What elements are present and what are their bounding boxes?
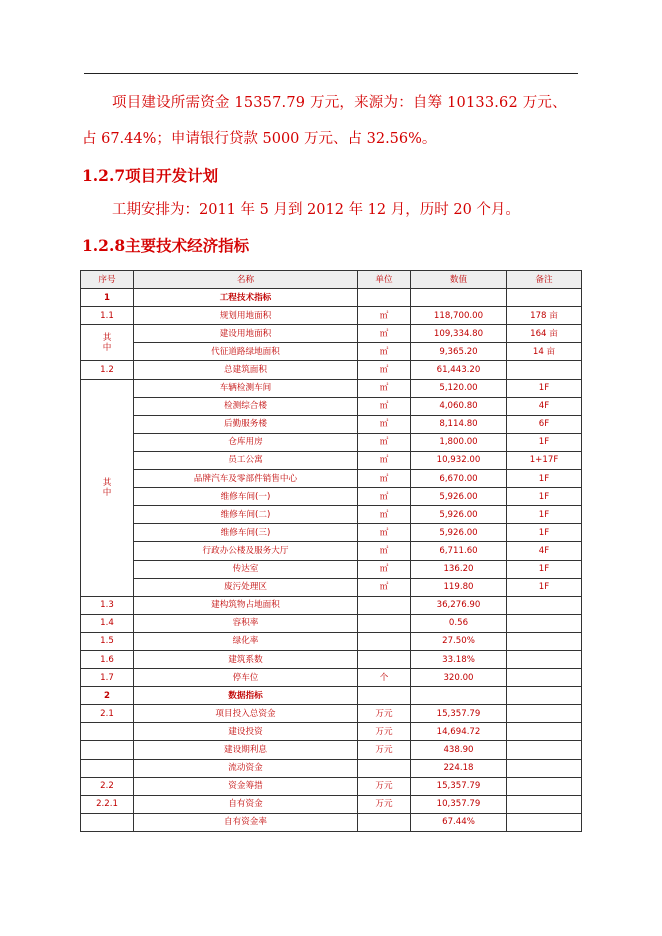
row-name: 自有资金率 — [134, 813, 358, 831]
row-note — [507, 813, 582, 831]
row-unit — [358, 289, 411, 307]
row-name: 建构筑物占地面积 — [134, 596, 358, 614]
row-name: 建筑系数 — [134, 650, 358, 668]
row-name: 仓库用房 — [134, 433, 358, 451]
row-name: 自有资金 — [134, 795, 358, 813]
row-note: 1F — [507, 379, 582, 397]
row-note: 1F — [507, 560, 582, 578]
row-no — [81, 741, 134, 759]
row-unit: ㎡ — [358, 415, 411, 433]
row-no: 1.3 — [81, 596, 134, 614]
row-value: 109,334.80 — [411, 325, 507, 343]
row-unit: 万元 — [358, 741, 411, 759]
group-label-cell: 其 中 — [81, 325, 134, 361]
table-row — [81, 777, 582, 795]
table-header-row — [81, 271, 582, 289]
row-value: 0.56 — [411, 614, 507, 632]
row-no: 1 — [81, 289, 134, 307]
funding-paragraph-line-1: 项目建设所需资金 15357.79 万元，来源为：自筹 10133.62 万元、 — [112, 95, 567, 111]
row-value: 36,276.90 — [411, 596, 507, 614]
column-header-note: 备注 — [507, 271, 582, 289]
row-no: 2.2.1 — [81, 795, 134, 813]
row-value — [411, 687, 507, 705]
table-row — [81, 614, 582, 632]
row-note — [507, 777, 582, 795]
row-name: 绿化率 — [134, 632, 358, 650]
row-name: 总建筑面积 — [134, 361, 358, 379]
row-unit: 万元 — [358, 723, 411, 741]
row-name: 检测综合楼 — [134, 397, 358, 415]
row-no: 1.1 — [81, 307, 134, 325]
row-unit: ㎡ — [358, 560, 411, 578]
row-name: 容积率 — [134, 614, 358, 632]
column-header-unit: 单位 — [358, 271, 411, 289]
row-value: 9,365.20 — [411, 343, 507, 361]
row-note: 178 亩 — [507, 307, 582, 325]
row-name: 资金筹措 — [134, 777, 358, 795]
table-row — [81, 560, 582, 578]
row-note — [507, 669, 582, 687]
row-value: 6,670.00 — [411, 470, 507, 488]
funding-paragraph-line-2: 占 67.44%；申请银行贷款 5000 万元、占 32.56%。 — [82, 131, 437, 147]
row-name: 车辆检测车间 — [134, 379, 358, 397]
schedule-paragraph: 工期安排为：2011 年 5 月到 2012 年 12 月，历时 20 个月。 — [112, 202, 520, 218]
table-row — [81, 524, 582, 542]
row-note: 14 亩 — [507, 343, 582, 361]
section-title: 主要技术经济指标 — [125, 236, 250, 255]
row-value: 320.00 — [411, 669, 507, 687]
row-note: 1F — [507, 578, 582, 596]
row-note — [507, 723, 582, 741]
technical-economic-indicators-table — [80, 270, 582, 832]
row-note: 1F — [507, 470, 582, 488]
row-unit — [358, 596, 411, 614]
row-unit: 万元 — [358, 705, 411, 723]
row-no: 2 — [81, 687, 134, 705]
row-note: 164 亩 — [507, 325, 582, 343]
row-value: 10,357.79 — [411, 795, 507, 813]
row-note: 1F — [507, 433, 582, 451]
table-row — [81, 650, 582, 668]
row-note — [507, 632, 582, 650]
row-value: 438.90 — [411, 741, 507, 759]
table-row — [81, 506, 582, 524]
table-row — [81, 379, 582, 397]
row-note: 4F — [507, 542, 582, 560]
table-row — [81, 470, 582, 488]
row-value: 1,800.00 — [411, 433, 507, 451]
row-value: 5,926.00 — [411, 506, 507, 524]
row-unit: ㎡ — [358, 343, 411, 361]
table-row — [81, 343, 582, 361]
row-note: 4F — [507, 397, 582, 415]
row-unit — [358, 632, 411, 650]
row-no: 1.6 — [81, 650, 134, 668]
row-note: 1F — [507, 506, 582, 524]
header-rule — [84, 73, 578, 74]
row-name: 项目投入总资金 — [134, 705, 358, 723]
row-name: 维修车间(一) — [134, 488, 358, 506]
section-heading-indicators — [82, 236, 249, 256]
row-no: 1.4 — [81, 614, 134, 632]
table-row — [81, 325, 582, 343]
row-no: 1.2 — [81, 361, 134, 379]
table-row — [81, 433, 582, 451]
row-unit: 万元 — [358, 777, 411, 795]
table-row — [81, 397, 582, 415]
row-name: 员工公寓 — [134, 451, 358, 469]
row-unit — [358, 614, 411, 632]
row-value: 4,060.80 — [411, 397, 507, 415]
row-name: 行政办公楼及服务大厅 — [134, 542, 358, 560]
table-row — [81, 451, 582, 469]
table-row — [81, 795, 582, 813]
row-value: 33.18% — [411, 650, 507, 668]
table-row — [81, 723, 582, 741]
row-note: 1F — [507, 524, 582, 542]
row-note — [507, 361, 582, 379]
row-name: 品牌汽车及零部件销售中心 — [134, 470, 358, 488]
row-value: 6,711.60 — [411, 542, 507, 560]
row-value: 27.50% — [411, 632, 507, 650]
row-no: 1.7 — [81, 669, 134, 687]
row-note — [507, 614, 582, 632]
row-value: 224.18 — [411, 759, 507, 777]
table-row — [81, 705, 582, 723]
table-row — [81, 289, 582, 307]
row-name: 停车位 — [134, 669, 358, 687]
row-value: 61,443.20 — [411, 361, 507, 379]
row-unit: ㎡ — [358, 361, 411, 379]
row-no — [81, 813, 134, 831]
row-note — [507, 759, 582, 777]
row-note — [507, 596, 582, 614]
row-value: 8,114.80 — [411, 415, 507, 433]
row-value: 5,926.00 — [411, 488, 507, 506]
row-unit: ㎡ — [358, 488, 411, 506]
table-row — [81, 307, 582, 325]
row-unit: ㎡ — [358, 397, 411, 415]
table-row — [81, 741, 582, 759]
row-value: 5,926.00 — [411, 524, 507, 542]
row-name: 建设用地面积 — [134, 325, 358, 343]
row-unit — [358, 813, 411, 831]
row-value: 10,932.00 — [411, 451, 507, 469]
column-header-value: 数值 — [411, 271, 507, 289]
row-name: 流动资金 — [134, 759, 358, 777]
table-row — [81, 415, 582, 433]
row-note — [507, 741, 582, 759]
row-no: 1.5 — [81, 632, 134, 650]
row-no: 2.2 — [81, 777, 134, 795]
section-number: 1.2.8 — [82, 236, 126, 255]
row-no: 2.1 — [81, 705, 134, 723]
row-unit — [358, 687, 411, 705]
row-value: 15,357.79 — [411, 705, 507, 723]
row-value: 119.80 — [411, 578, 507, 596]
table-row — [81, 813, 582, 831]
row-value: 118,700.00 — [411, 307, 507, 325]
row-name: 规划用地面积 — [134, 307, 358, 325]
row-note — [507, 289, 582, 307]
row-name: 后勤服务楼 — [134, 415, 358, 433]
row-name: 建设投资 — [134, 723, 358, 741]
row-unit: ㎡ — [358, 542, 411, 560]
table-row — [81, 669, 582, 687]
row-value: 5,120.00 — [411, 379, 507, 397]
row-unit: ㎡ — [358, 307, 411, 325]
row-value: 15,357.79 — [411, 777, 507, 795]
table-row — [81, 632, 582, 650]
row-name: 数据指标 — [134, 687, 358, 705]
row-name: 传达室 — [134, 560, 358, 578]
row-value: 14,694.72 — [411, 723, 507, 741]
row-unit: ㎡ — [358, 506, 411, 524]
section-number: 1.2.7 — [82, 166, 126, 185]
table-row — [81, 488, 582, 506]
row-note: 1F — [507, 488, 582, 506]
row-note — [507, 650, 582, 668]
row-name: 工程技术指标 — [134, 289, 358, 307]
row-note — [507, 795, 582, 813]
row-name: 废污处理区 — [134, 578, 358, 596]
row-unit: ㎡ — [358, 433, 411, 451]
table-row — [81, 578, 582, 596]
column-header-no: 序号 — [81, 271, 134, 289]
row-name: 代征道路绿地面积 — [134, 343, 358, 361]
row-unit: ㎡ — [358, 470, 411, 488]
table-row — [81, 542, 582, 560]
row-value: 136.20 — [411, 560, 507, 578]
section-heading-development-plan — [82, 166, 218, 186]
row-unit: ㎡ — [358, 451, 411, 469]
row-value — [411, 289, 507, 307]
row-unit — [358, 759, 411, 777]
table-row — [81, 361, 582, 379]
section-title: 项目开发计划 — [125, 166, 219, 185]
column-header-name: 名称 — [134, 271, 358, 289]
row-unit: ㎡ — [358, 578, 411, 596]
row-note: 1+17F — [507, 451, 582, 469]
row-name: 维修车间(二) — [134, 506, 358, 524]
row-unit: ㎡ — [358, 325, 411, 343]
row-no — [81, 723, 134, 741]
row-unit — [358, 650, 411, 668]
row-unit: ㎡ — [358, 524, 411, 542]
row-unit: 个 — [358, 669, 411, 687]
table-row — [81, 759, 582, 777]
row-value: 67.44% — [411, 813, 507, 831]
row-note — [507, 687, 582, 705]
table-row — [81, 687, 582, 705]
row-no — [81, 759, 134, 777]
row-note: 6F — [507, 415, 582, 433]
row-unit: 万元 — [358, 795, 411, 813]
row-name: 建设期利息 — [134, 741, 358, 759]
group-label-cell: 其 中 — [81, 379, 134, 596]
row-unit: ㎡ — [358, 379, 411, 397]
row-note — [507, 705, 582, 723]
table-row — [81, 596, 582, 614]
row-name: 维修车间(三) — [134, 524, 358, 542]
